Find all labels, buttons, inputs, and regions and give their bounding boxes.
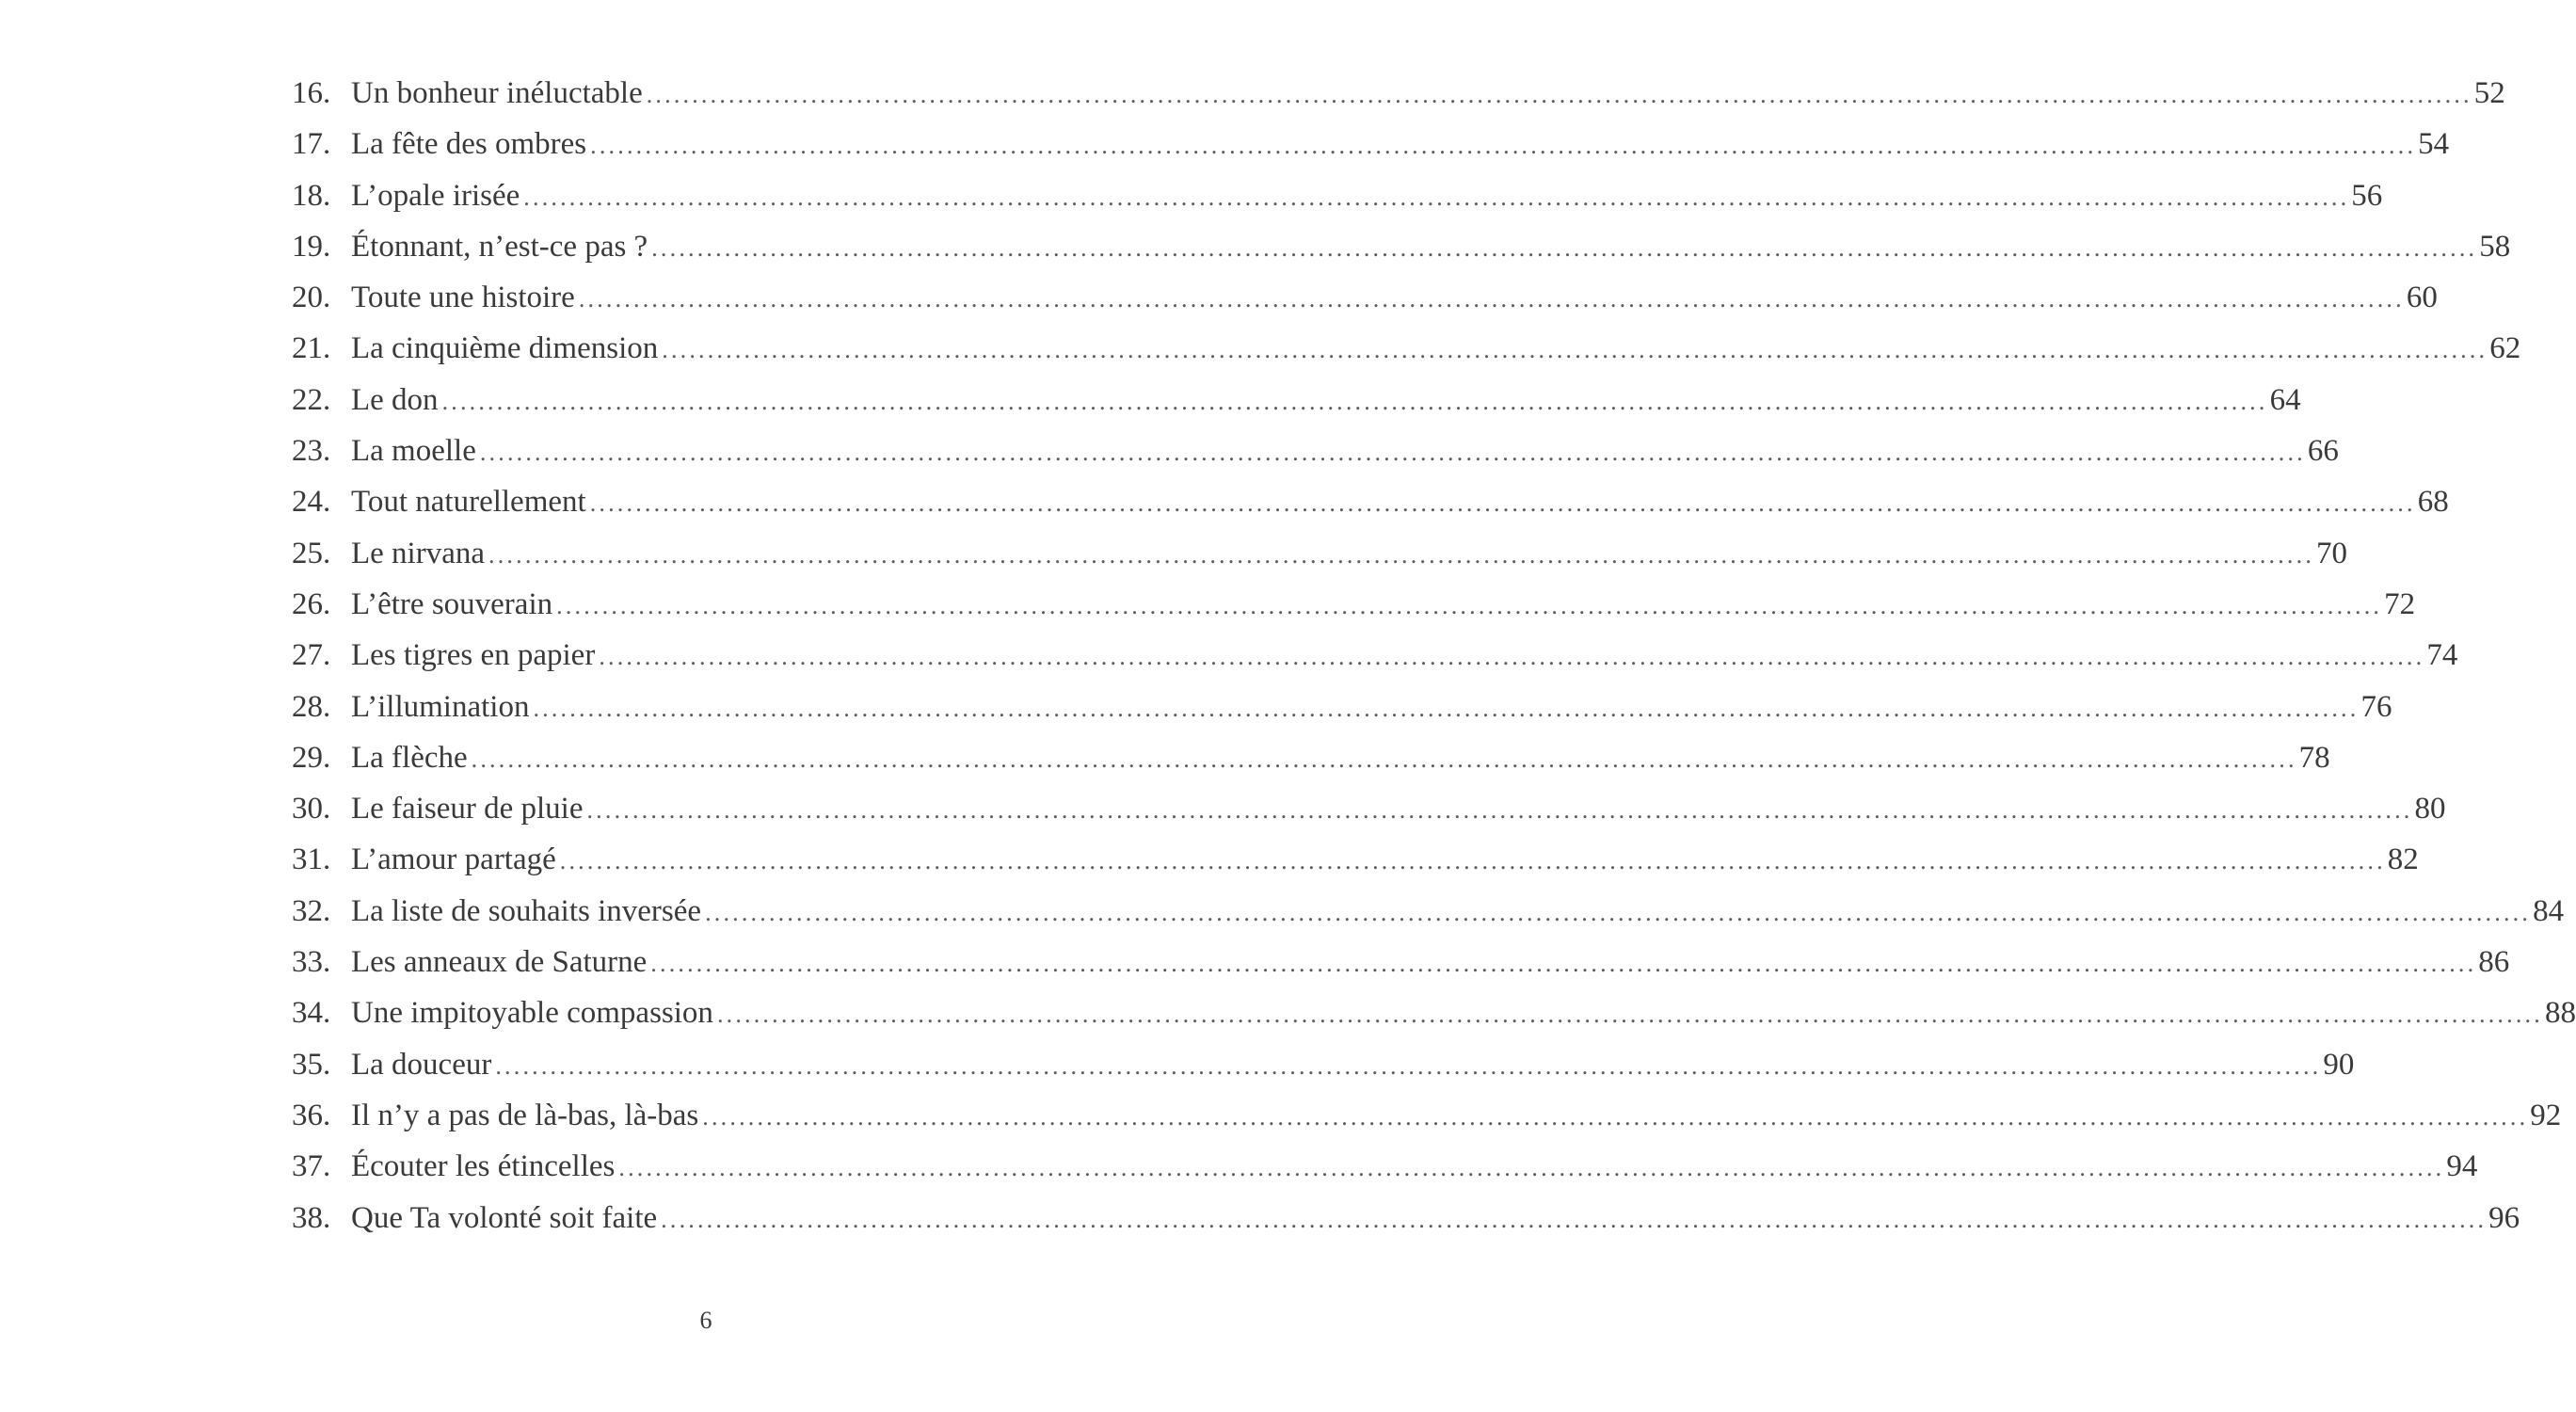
dot-leader: ........................................................................................................................................................................................................ — [559, 847, 2386, 875]
toc-entry-page: 60 — [2406, 281, 2438, 315]
toc-entry-title: Tout naturellement — [351, 485, 586, 520]
toc-entry-title: Un bonheur inéluctable — [351, 76, 643, 110]
toc-entry-page: 64 — [2269, 382, 2301, 417]
toc-entry-number: 23. — [292, 434, 331, 469]
toc-entry-page: 88 — [2544, 996, 2576, 1031]
toc-entry — [292, 1039, 2355, 1090]
dot-leader: ........................................................................................................................................................................................................ — [646, 81, 2472, 108]
toc-entry-page: 66 — [2307, 434, 2339, 469]
toc-entry — [292, 119, 2450, 169]
toc-entry-page: 62 — [2489, 331, 2521, 366]
toc-entry-title: L’être souverain — [351, 586, 553, 621]
toc-entry — [292, 579, 2416, 630]
toc-entry-number: 18. — [292, 178, 331, 213]
toc-entry-page: 90 — [2323, 1047, 2355, 1082]
toc-entry — [292, 476, 2449, 527]
toc-entry-number: 33. — [292, 945, 331, 980]
dot-leader: ........................................................................................................................................................................................................ — [590, 132, 2417, 160]
toc-entry-number: 22. — [292, 382, 331, 417]
dot-leader: ........................................................................................................................................................................................................ — [533, 694, 2360, 722]
toc-entry-number: 35. — [292, 1047, 331, 1082]
dot-leader: ........................................................................................................................................................................................................ — [599, 643, 2425, 671]
toc-entry-page: 58 — [2479, 229, 2511, 264]
toc-entry — [292, 221, 2511, 272]
toc-entry — [292, 834, 2419, 885]
toc-entry-title: Les anneaux de Saturne — [351, 945, 648, 980]
toc-entry-number: 28. — [292, 689, 331, 724]
toc-entry-title: Les tigres en papier — [351, 638, 596, 673]
toc-entry-number: 36. — [292, 1098, 331, 1132]
toc-entry-number: 19. — [292, 229, 331, 264]
dot-leader: ........................................................................................................................................................................................................ — [702, 1102, 2529, 1131]
dot-leader: ........................................................................................................................................................................................................ — [661, 1205, 2488, 1233]
toc-entry — [292, 323, 2521, 374]
toc-entry-number: 21. — [292, 331, 331, 366]
toc-entry — [292, 1090, 2562, 1141]
toc-entry-title: Le faiseur de pluie — [351, 792, 584, 826]
toc-entry-title: L’opale irisée — [351, 178, 520, 213]
toc-entry-page: 54 — [2418, 127, 2450, 162]
toc-entry-title: Que Ta volonté soit faite — [351, 1200, 658, 1235]
toc-entry — [292, 272, 2438, 323]
toc-entry — [292, 1193, 2520, 1244]
toc-entry-number: 37. — [292, 1149, 331, 1184]
dot-leader: ........................................................................................................................................................................................................ — [441, 387, 2268, 415]
toc-entry-number: 27. — [292, 638, 331, 673]
toc-entry-page: 94 — [2446, 1149, 2478, 1184]
toc-entry — [292, 375, 2301, 425]
dot-leader: ........................................................................................................................................................................................................ — [586, 796, 2413, 825]
toc-entry-page: 86 — [2478, 945, 2510, 980]
dot-leader: ........................................................................................................................................................................................................ — [523, 183, 2350, 211]
dot-leader: ........................................................................................................................................................................................................ — [716, 1001, 2543, 1029]
toc-entry-page: 72 — [2384, 586, 2416, 621]
toc-entry-page: 96 — [2488, 1200, 2520, 1235]
toc-entry-title: La liste de souhaits inversée — [351, 893, 702, 928]
toc-entry-number: 38. — [292, 1200, 331, 1235]
dot-leader: ........................................................................................................................................................................................................ — [589, 489, 2416, 518]
toc-entry-page: 56 — [2351, 178, 2383, 213]
toc-entry — [292, 528, 2348, 579]
toc-entry-page: 78 — [2298, 740, 2330, 775]
toc-entry — [292, 630, 2458, 681]
toc-entry-title: Toute une histoire — [351, 281, 575, 315]
toc-entry-title: La douceur — [351, 1047, 492, 1082]
toc-entry-title: Étonnant, n’est-ce pas ? — [351, 229, 648, 264]
toc-entry-number: 25. — [292, 536, 331, 570]
toc-entry-number: 29. — [292, 740, 331, 775]
dot-leader: ........................................................................................................................................................................................................ — [650, 950, 2477, 978]
toc-entry-page: 80 — [2414, 792, 2446, 826]
toc-entry — [292, 425, 2339, 476]
table-of-contents — [292, 68, 2576, 1244]
toc-entry-page: 70 — [2316, 536, 2348, 570]
toc-entry — [292, 682, 2392, 732]
toc-entry — [292, 732, 2330, 783]
toc-entry-number: 20. — [292, 281, 331, 315]
toc-entry-number: 16. — [292, 76, 331, 110]
toc-entry-number: 31. — [292, 842, 331, 877]
toc-entry — [292, 937, 2510, 987]
toc-entry-title: L’illumination — [351, 689, 530, 724]
dot-leader: ........................................................................................................................................................................................................ — [578, 285, 2405, 313]
toc-entry — [292, 783, 2446, 834]
toc-entry-page: 82 — [2387, 842, 2419, 877]
toc-entry-page: 76 — [2360, 689, 2392, 724]
dot-leader: ........................................................................................................................................................................................................ — [618, 1154, 2445, 1182]
dot-leader: ........................................................................................................................................................................................................ — [488, 540, 2315, 569]
toc-entry-page: 84 — [2533, 893, 2565, 928]
toc-entry-title: Le don — [351, 382, 439, 417]
toc-entry-title: Il n’y a pas de là-bas, là-bas — [351, 1098, 699, 1132]
toc-entry-page: 68 — [2417, 485, 2449, 520]
toc-entry — [292, 886, 2565, 937]
toc-entry-title: L’amour partagé — [351, 842, 556, 877]
toc-entry-number: 26. — [292, 586, 331, 621]
toc-entry — [292, 1141, 2478, 1192]
toc-entry-page: 74 — [2426, 638, 2458, 673]
dot-leader: ........................................................................................................................................................................................................ — [662, 336, 2488, 364]
toc-entry-page: 52 — [2473, 76, 2505, 110]
toc-entry-page: 92 — [2530, 1098, 2562, 1132]
dot-leader: ........................................................................................................................................................................................................ — [556, 591, 2383, 619]
toc-entry-title: Écouter les étincelles — [351, 1149, 616, 1184]
dot-leader: ........................................................................................................................................................................................................ — [651, 233, 2478, 262]
toc-entry-number: 17. — [292, 127, 331, 162]
toc-entry-number: 30. — [292, 792, 331, 826]
toc-entry-title: Une impitoyable compassion — [351, 996, 713, 1031]
toc-entry-number: 32. — [292, 893, 331, 928]
toc-entry — [292, 987, 2576, 1038]
toc-entry-title: La flèche — [351, 740, 468, 775]
dot-leader: ........................................................................................................................................................................................................ — [471, 745, 2297, 773]
dot-leader: ........................................................................................................................................................................................................ — [495, 1051, 2322, 1080]
toc-entry-title: La moelle — [351, 434, 476, 469]
dot-leader: ........................................................................................................................................................................................................ — [705, 898, 2532, 926]
page-number: 6 — [699, 1307, 712, 1334]
toc-entry-title: Le nirvana — [351, 536, 486, 570]
toc-entry — [292, 68, 2505, 119]
toc-entry-number: 34. — [292, 996, 331, 1031]
toc-entry-number: 24. — [292, 485, 331, 520]
toc-entry-title: La cinquième dimension — [351, 331, 659, 366]
toc-entry — [292, 170, 2383, 221]
dot-leader: ........................................................................................................................................................................................................ — [479, 439, 2306, 467]
toc-entry-title: La fête des ombres — [351, 127, 587, 162]
